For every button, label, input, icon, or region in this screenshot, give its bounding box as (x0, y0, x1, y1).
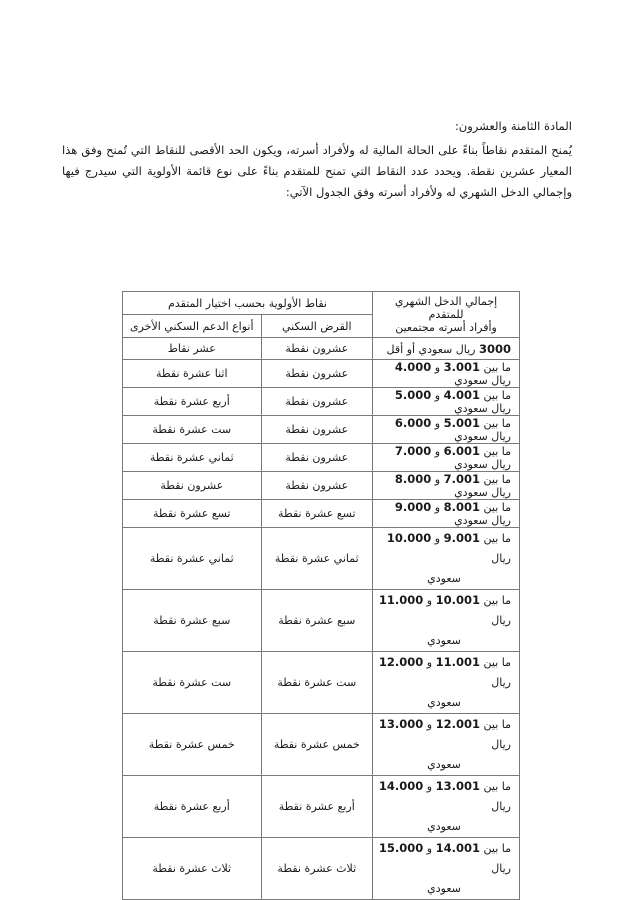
word-and: و (426, 718, 433, 731)
other-points-cell: ثماني عشرة نقطة (123, 528, 262, 590)
income-cell (373, 528, 520, 590)
income-cell (373, 360, 520, 388)
word-between: ما بين (483, 656, 511, 669)
currency-riyal: ريال (491, 614, 511, 627)
word-and: و (426, 656, 433, 669)
income-amount: 3000 (478, 341, 511, 356)
currency-saudi: سعودي (427, 820, 461, 833)
word-between: ما بين (483, 389, 511, 402)
currency: ريال سعودي (454, 402, 511, 415)
other-points-cell: ست عشرة نقطة (123, 416, 262, 444)
income-to: 10.000 (386, 531, 432, 545)
table-row (123, 388, 520, 416)
word-and: و (426, 780, 433, 793)
table-row (123, 838, 520, 900)
currency: ريال سعودي (454, 514, 511, 527)
loan-points-cell: تسع عشرة نقطة (261, 500, 373, 528)
loan-points-cell: عشرون نقطة (261, 416, 373, 444)
income-from: 11.001 (435, 655, 480, 669)
other-points-cell: أربع عشرة نقطة (123, 388, 262, 416)
header-income-line1: إجمالي الدخل الشهري للمتقدم (394, 295, 498, 321)
income-from: 6.001 (443, 444, 480, 458)
income-from: 10.001 (435, 593, 480, 607)
table-row (123, 444, 520, 472)
table-row (123, 338, 520, 360)
currency-riyal: ريال (491, 800, 511, 813)
word-between: ما بين (483, 718, 511, 731)
word-and: و (426, 842, 433, 855)
income-range (377, 652, 511, 713)
other-points-cell: ست عشرة نقطة (123, 652, 262, 714)
income-to: 6.000 (394, 416, 432, 430)
loan-points-cell: سبع عشرة نقطة (261, 590, 373, 652)
income-line1 (387, 532, 511, 565)
income-cell (373, 388, 520, 416)
income-cell (373, 590, 520, 652)
table-row (123, 416, 520, 444)
header-income (373, 292, 520, 338)
income-from: 13.001 (435, 779, 480, 793)
income-from: 5.001 (443, 416, 480, 430)
income-from: 7.001 (443, 472, 480, 486)
income-from: 12.001 (435, 717, 480, 731)
other-points-cell: اثنا عشرة نقطة (123, 360, 262, 388)
word-between: ما بين (483, 780, 511, 793)
loan-points-cell: عشرون نقطة (261, 338, 373, 360)
income-cell (373, 776, 520, 838)
income-line1 (379, 594, 511, 627)
income-to: 5.000 (394, 388, 432, 402)
points-table (122, 291, 520, 900)
word-between: ما بين (483, 532, 511, 545)
income-to: 8.000 (394, 472, 432, 486)
table-row (123, 528, 520, 590)
income-cell (373, 500, 520, 528)
income-cell (373, 416, 520, 444)
currency: ريال سعودي (454, 430, 511, 443)
word-and: و (434, 445, 441, 458)
other-points-cell: ثماني عشرة نقطة (123, 444, 262, 472)
word-and: و (426, 594, 433, 607)
income-cell (373, 472, 520, 500)
other-points-cell: أربع عشرة نقطة (123, 776, 262, 838)
other-points-cell: تسع عشرة نقطة (123, 500, 262, 528)
loan-points-cell: خمس عشرة نقطة (261, 714, 373, 776)
currency-saudi: سعودي (427, 882, 461, 895)
other-points-cell: خمس عشرة نقطة (123, 714, 262, 776)
word-between: ما بين (483, 417, 511, 430)
currency-riyal: ريال (491, 862, 511, 875)
income-range (377, 838, 511, 899)
loan-points-cell: ثماني عشرة نقطة (261, 528, 373, 590)
other-points-cell: عشرون نقطة (123, 472, 262, 500)
currency: ريال سعودي (454, 374, 511, 387)
loan-points-cell: عشرون نقطة (261, 444, 373, 472)
income-range (377, 528, 511, 589)
currency-saudi: سعودي (427, 758, 461, 771)
income-text: ريال سعودي أو أقل (386, 342, 476, 356)
loan-points-cell: عشرون نقطة (261, 388, 373, 416)
word-between: ما بين (483, 445, 511, 458)
income-range (377, 776, 511, 837)
header-income-line2: وأفراد أسرته مجتمعين (395, 321, 497, 334)
word-between: ما بين (483, 473, 511, 486)
income-to: 9.000 (394, 500, 432, 514)
article-title: المادة الثامنة والعشرون: (454, 119, 572, 133)
income-from: 8.001 (443, 500, 480, 514)
income-to: 4.000 (394, 360, 432, 374)
word-and: و (434, 532, 441, 545)
header-loan: القرض السكني (261, 315, 373, 338)
income-cell (373, 338, 520, 360)
table-row (123, 472, 520, 500)
currency-riyal: ريال (491, 552, 511, 565)
other-points-cell: ثلاث عشرة نقطة (123, 838, 262, 900)
table-row (123, 500, 520, 528)
income-to: 15.000 (378, 841, 424, 855)
other-points-cell: سبع عشرة نقطة (123, 590, 262, 652)
income-from: 9.001 (443, 531, 480, 545)
currency-saudi: سعودي (427, 572, 461, 585)
word-between: ما بين (483, 501, 511, 514)
word-between: ما بين (483, 842, 511, 855)
article-body: يُمنح المتقدم نقاطاً بناءً على الحالة المالية له ولأفراد أسرته، ويكون الحد الأقصى للنقاط التي تُمنح وفق هذا المعيار عشرين نقطة. ويحدد عدد النقاط التي تمنح للمتقدم بناءً على نوع قائمة الأولوية التي سيدرج فيها وإجمالي الدخل الشهري له ولأفراد أسرته وفق الجدول الآتي: (62, 143, 572, 199)
income-line1 (379, 656, 511, 689)
income-to: 12.000 (378, 655, 424, 669)
word-and: و (434, 389, 441, 402)
table-row (123, 652, 520, 714)
table-row (123, 776, 520, 838)
currency-saudi: سعودي (427, 634, 461, 647)
income-to: 11.000 (378, 593, 424, 607)
word-and: و (434, 417, 441, 430)
word-and: و (434, 361, 441, 374)
word-between: ما بين (483, 361, 511, 374)
other-points-cell: عشر نقاط (123, 338, 262, 360)
currency: ريال سعودي (454, 486, 511, 499)
income-to: 13.000 (378, 717, 424, 731)
loan-points-cell: ثلاث عشرة نقطة (261, 838, 373, 900)
income-to: 14.000 (378, 779, 424, 793)
income-range (377, 714, 511, 775)
currency: ريال سعودي (454, 458, 511, 471)
currency-riyal: ريال (491, 738, 511, 751)
table-body (123, 338, 520, 900)
income-cell (373, 838, 520, 900)
word-between: ما بين (483, 594, 511, 607)
income-line1 (379, 842, 511, 875)
loan-points-cell: أربع عشرة نقطة (261, 776, 373, 838)
income-cell (373, 652, 520, 714)
income-cell (373, 714, 520, 776)
income-cell (373, 444, 520, 472)
income-from: 3.001 (443, 360, 480, 374)
table-row (123, 590, 520, 652)
income-line1 (379, 780, 511, 813)
income-from: 14.001 (435, 841, 480, 855)
word-and: و (434, 501, 441, 514)
loan-points-cell: عشرون نقطة (261, 360, 373, 388)
income-to: 7.000 (394, 444, 432, 458)
word-and: و (434, 473, 441, 486)
loan-points-cell: عشرون نقطة (261, 472, 373, 500)
income-range (377, 590, 511, 651)
currency-saudi: سعودي (427, 696, 461, 709)
header-priority: نقاط الأولوية بحسب اختيار المتقدم (123, 292, 373, 315)
income-line1 (379, 718, 511, 751)
table-row (123, 714, 520, 776)
table-row (123, 360, 520, 388)
currency-riyal: ريال (491, 676, 511, 689)
income-from: 4.001 (443, 388, 480, 402)
header-other: أنواع الدعم السكني الأخرى (123, 315, 262, 338)
loan-points-cell: ست عشرة نقطة (261, 652, 373, 714)
